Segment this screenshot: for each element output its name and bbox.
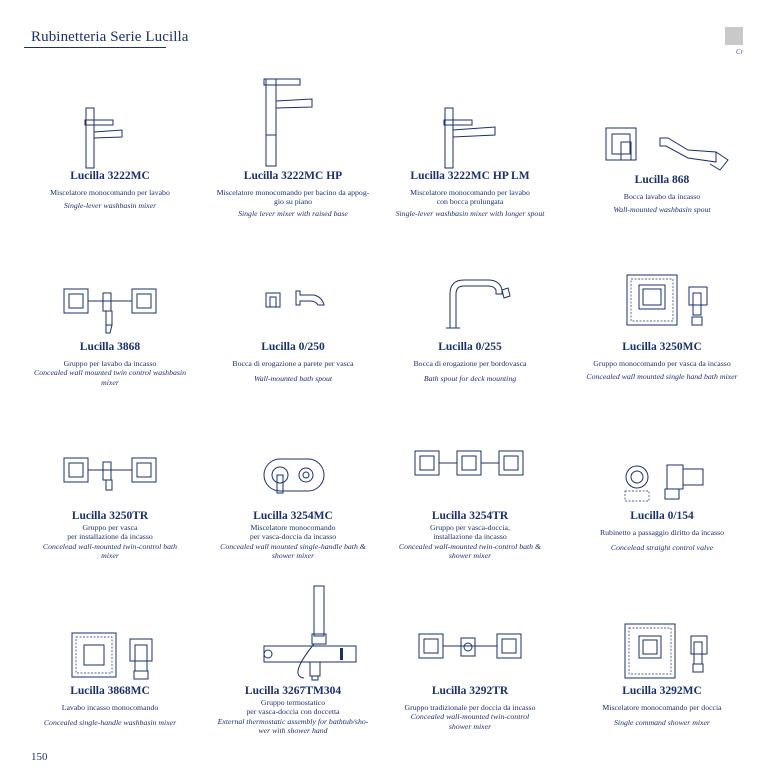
product-card	[382, 276, 558, 384]
product-description-en: Concealed wall mounted twin control washbasin	[34, 368, 186, 378]
product-card	[205, 580, 381, 736]
product-description-it: Miscelatore monocomando per lavabo	[410, 188, 530, 197]
product-description-it: Miscelatore monocomando	[250, 523, 336, 532]
product-description-it: con bocca prolungata	[436, 197, 504, 207]
product-description-it: Lavabo incasso monocomando	[61, 703, 159, 712]
product-description-it: per installazione da incasso	[67, 532, 153, 542]
product-description-en: Single command shower mixer	[614, 718, 710, 728]
product-name: Lucilla 0/154	[630, 510, 694, 522]
product-card	[574, 618, 750, 728]
product-card	[382, 100, 558, 218]
product-name: Lucilla 3267TM304	[244, 685, 342, 697]
product-description-it: Miscelatore monocomando per lavabo	[50, 188, 170, 197]
product-name: Lucilla 3250MC	[622, 341, 702, 353]
product-card	[205, 455, 381, 561]
product-name: Lucilla 3222MC HP	[243, 170, 343, 182]
product-name: Lucilla 3292TR	[431, 685, 509, 697]
product-drawing	[248, 283, 338, 341]
product-drawing	[248, 455, 338, 510]
product-drawing	[607, 455, 717, 510]
product-description-en: shower mixer	[271, 551, 315, 561]
product-drawing	[258, 75, 328, 170]
product-name: Lucilla 3868MC	[70, 685, 150, 697]
product-description-it: Bocca lavabo da incasso	[623, 192, 701, 201]
product-description-it: Bocca di erogazione per bordovasca	[413, 359, 527, 368]
product-description-it: Gruppo monocomando per vasca da incasso	[593, 359, 731, 368]
product-description-en: External thermostatic assembly for bathtub/sho-	[217, 716, 369, 726]
product-description-en: Concelead wall-mounted twin-control bath	[42, 541, 178, 551]
product-description-en: Concealed wall-mounted twin-control	[410, 712, 530, 722]
product-card	[205, 75, 381, 218]
product-drawing	[420, 276, 520, 341]
product-description-it: gio su piano	[273, 197, 313, 207]
product-drawing	[607, 271, 717, 341]
product-card	[382, 626, 558, 731]
product-description-it: Miscelatore monocomando per doccia	[602, 703, 722, 712]
product-description-en: wer with shower hand	[258, 726, 328, 736]
product-card	[22, 100, 198, 211]
product-drawing	[228, 580, 358, 685]
product-description-en: mixer	[101, 377, 119, 387]
product-drawing	[50, 452, 170, 510]
product-name: Lucilla 3254TR	[431, 510, 509, 522]
product-drawing	[435, 100, 505, 170]
product-name: Lucilla 3222MC HP LM	[410, 170, 530, 182]
product-description-en: Single lever mixer with raised base	[238, 208, 348, 218]
product-name: Lucilla 868	[634, 174, 690, 186]
product-description-it: Gruppo per lavabo da incasso	[63, 359, 157, 368]
product-drawing	[50, 283, 170, 341]
product-description-en: Concealed wall-mounted twin-control bath &	[398, 541, 542, 551]
product-card	[574, 271, 750, 382]
product-card	[382, 443, 558, 561]
product-name: Lucilla 0/255	[438, 341, 502, 353]
product-drawing	[592, 124, 732, 174]
product-card	[574, 455, 750, 553]
product-card	[22, 625, 198, 728]
product-description-en: Wall-mounted washbasin spout	[613, 205, 711, 215]
product-description-it: Gruppo termostatico	[260, 698, 326, 707]
product-description-it: Rubinetto a passaggio diritto da incasso	[599, 528, 725, 537]
product-card	[205, 283, 381, 384]
product-description-it: Miscelatore monocomando per bacino da appog-	[216, 188, 370, 197]
page-number: 150	[31, 751, 48, 763]
product-drawing	[80, 100, 140, 170]
product-description-en: Concealed wall mounted single-handle bath &	[220, 541, 366, 551]
product-description-en: Concealed wall mounted single hand bath mixer	[586, 372, 738, 382]
product-drawing	[405, 443, 535, 510]
product-description-it: Gruppo per vasca-doccia,	[430, 523, 510, 532]
product-description-it: per vasca-doccia da incasso	[249, 532, 337, 542]
color-swatch-icon	[725, 27, 743, 45]
product-name: Lucilla 0/250	[261, 341, 325, 353]
product-description-en: Concealed single-handle washbasin mixer	[43, 718, 177, 728]
finish-code: Cr	[736, 48, 744, 56]
product-description-it: per vasca-doccia con doccetta	[246, 707, 340, 717]
product-card	[22, 283, 198, 387]
product-description-en: Single-lever washbasin mixer with longer spout	[395, 208, 545, 218]
product-drawing	[50, 625, 170, 685]
header-title: Rubinetteria Serie Lucilla	[31, 29, 189, 45]
product-description-it: Gruppo tradizionale per doccia da incasso	[404, 703, 536, 712]
product-description-en: Bath spout for deck mounting	[423, 374, 517, 384]
header-rule	[24, 47, 166, 48]
product-description-en: Single-lever washbasin mixer	[63, 201, 157, 211]
product-description-en: shower mixer	[448, 551, 492, 561]
product-description-it: Bocca di erogazione a parete per vasca	[232, 359, 354, 368]
product-drawing	[607, 618, 717, 685]
product-name: Lucilla 3868	[79, 341, 141, 353]
product-description-en: Concelead straight control valve	[610, 543, 714, 553]
product-card	[574, 124, 750, 215]
product-name: Lucilla 3292MC	[622, 685, 702, 697]
product-name: Lucilla 3222MC	[70, 170, 150, 182]
product-description-it: Gruppo per vasca	[82, 523, 138, 532]
product-description-en: Wall-mounted bath spout	[253, 374, 333, 384]
product-description-it: installazione da incasso	[433, 532, 507, 542]
product-drawing	[405, 626, 535, 685]
product-description-en: mixer	[101, 551, 119, 561]
product-description-en: shower mixer	[448, 721, 492, 731]
product-name: Lucilla 3254MC	[253, 510, 333, 522]
product-name: Lucilla 3250TR	[71, 510, 149, 522]
product-card	[22, 452, 198, 561]
